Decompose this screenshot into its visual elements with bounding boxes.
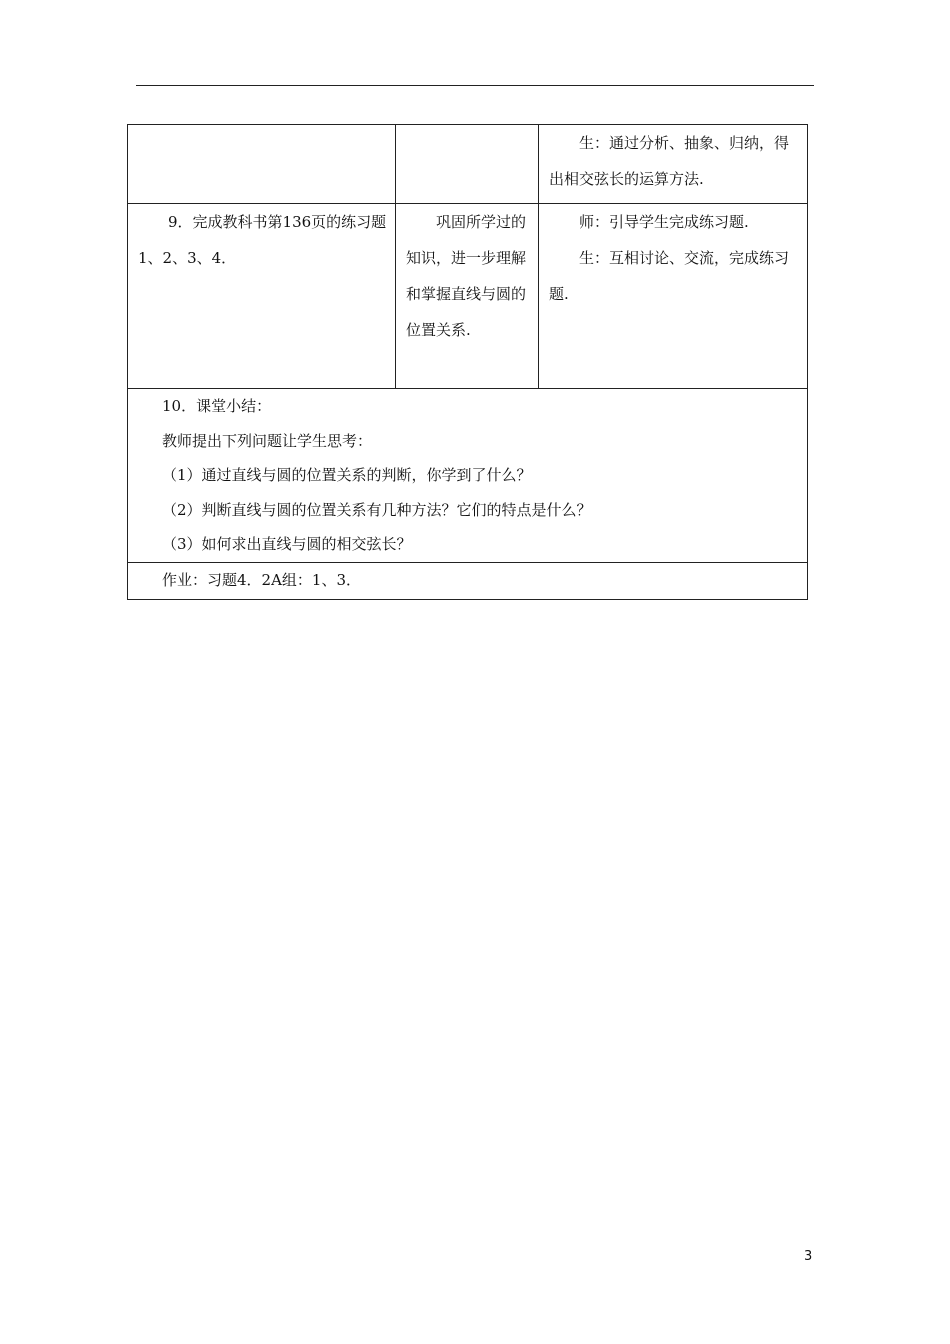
summary-cell — [128, 389, 808, 563]
summary-question-3: （3）如何求出直线与圆的相交弦长？ — [162, 535, 412, 553]
teacher-activity-text: 师：引导学生完成练习题. — [579, 213, 749, 231]
activity-cell — [128, 204, 396, 389]
header-rule — [136, 85, 814, 86]
interaction-cell — [539, 125, 808, 204]
summary-question-2: （2）判断直线与圆的位置关系有几种方法？它们的特点是什么？ — [162, 500, 592, 519]
summary-question-1: （1）通过直线与圆的位置关系的判断，你学到了什么？ — [162, 466, 532, 484]
page-number: 3 — [804, 1249, 813, 1264]
interaction-cell — [539, 204, 808, 389]
table-row — [128, 562, 808, 599]
exercise-task-text: 9．完成教科书第136页的练习题1、2、3、4． — [138, 213, 387, 267]
purpose-text: 巩固所学过的知识，进一步理解和掌握直线与圆的位置关系. — [406, 213, 527, 339]
summary-title: 10．课堂小结： — [162, 397, 272, 415]
student-activity-text: 生：通过分析、抽象、归纳，得出相交弦长的运算方法. — [549, 134, 790, 188]
table-row — [128, 389, 808, 563]
table-row — [128, 204, 808, 389]
table-row — [128, 125, 808, 204]
purpose-cell — [396, 125, 539, 204]
activity-cell — [128, 125, 396, 204]
purpose-cell — [396, 204, 539, 389]
student-activity-text: 生：互相讨论、交流，完成练习题. — [549, 249, 790, 303]
homework-cell — [128, 562, 808, 599]
homework-text: 作业：习题4．2A组：1、3． — [162, 570, 362, 589]
summary-intro: 教师提出下列问题让学生思考： — [162, 431, 373, 450]
lesson-plan-table — [127, 124, 808, 600]
